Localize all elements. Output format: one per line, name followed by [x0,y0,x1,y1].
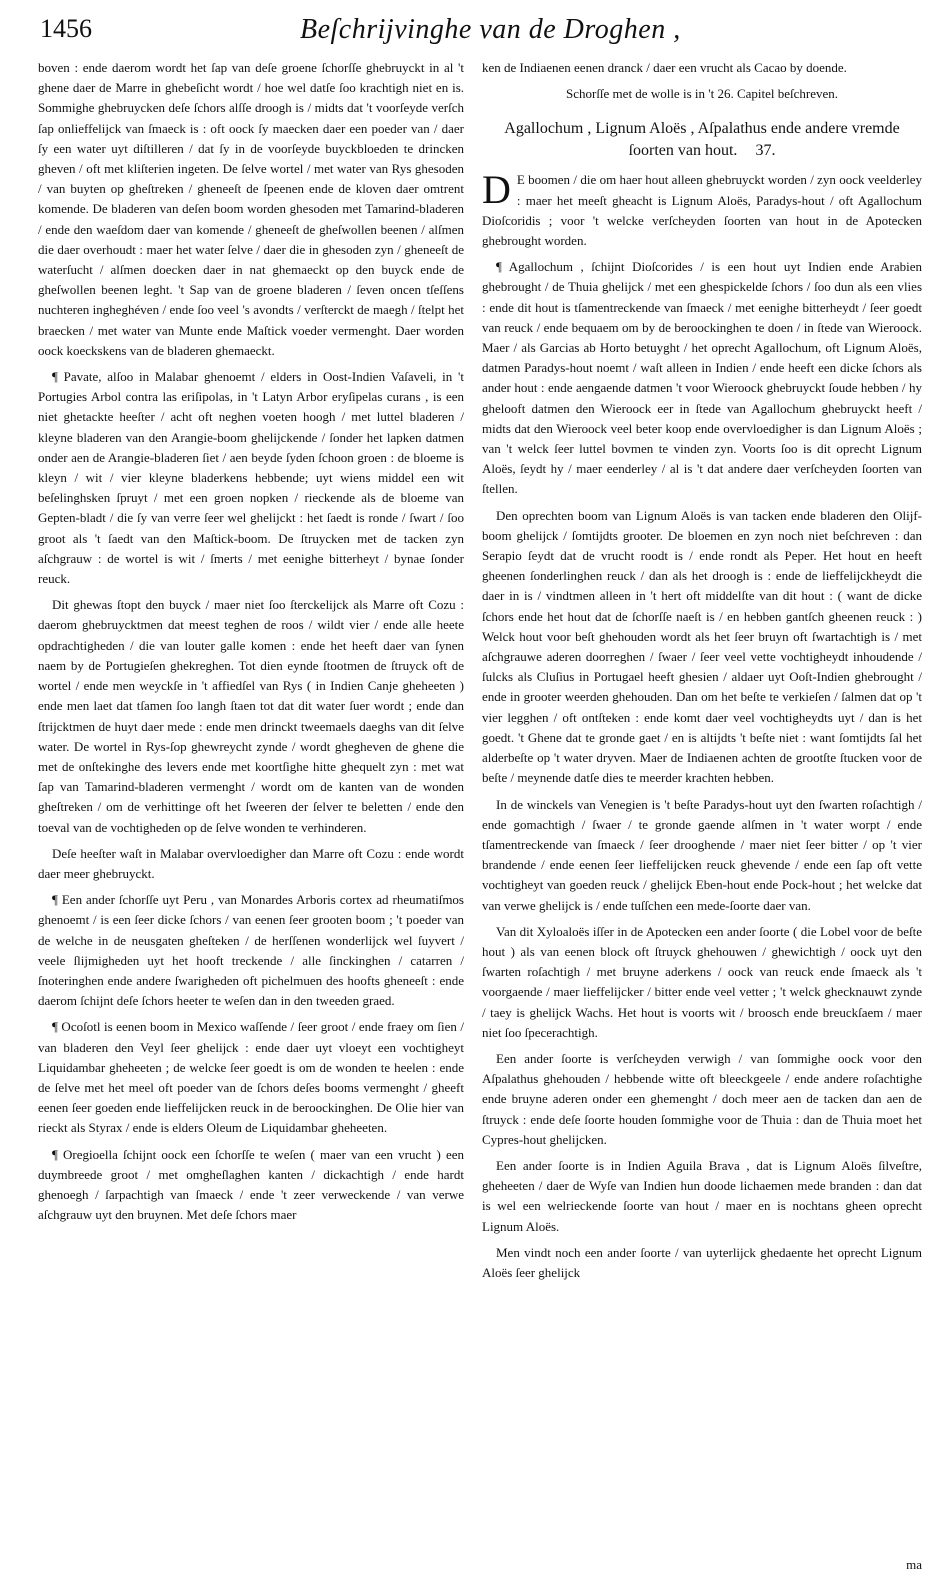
left-paragraph-4: Deſe heeſter waſt in Malabar overvloedigher dan Marre oft Cozu : ende wordt daer meer ghebruyckt. [38,845,464,881]
running-title: Beſchrijvinghe van de Droghen , [300,14,681,45]
left-paragraph-pavate: ¶ Pavate, alſoo in Malabar ghenoemt / elders in Oost-Indien Vaſaveli, in 't Portugies Arbol contra las eriſipolas, in 't Latyn Arbor eryſipelas curans , is een niet ghetackte heeſter / acht oft neghen voeten hoogh / met luttel bladeren / kleyne bladeren van den Arangie-boom ghelijckende / ſonder het lapken datmen onder aen de Arangie-bladeren ſiet / aen beyde ſyden ſchoon groen : de bloeme is kleyn / wit / vier kleyne bladerkens hebbende; uyt wiens middel een wit beſelinghsken ſpruyt / met een groen nopken / rieckende als de bloeme van Gepten-bladt / die ſy van verre ſeer wel ghelijckt : het ſaedt is ronde / ſwart / ſoo groot als 't ſaedt van den Maſtick-boom. De ſtruycken met de tacken zyn aſchgrauw : de wortel is wit / ſmerts / met eenighe bitterheyt / bynae ſonder reuck. [38,369,464,587]
right-paragraph-tree: Den oprechten boom van Lignum Aloës is van tacken ende bladeren den Olijf-boom ghelijck / ſomtijdts grooter. De bloemen en zyn noch niet beſchreven : dan Serapio ſeydt dat de vrucht roodt is / ende rondt als Peper. Het hout en heeft gheenen ſonderlinghen reuck / dan als het droogh is : ende de lieffelijckheydt die daer in is / vindtmen alleen in 't hert oft middelſte van dit hout : ( want de dicke ſchors ende het hout dat de ſchorſſe naeſt is / en hebben gantſch gheenen reuck : ) Welck hout voor beſt ghehouden wordt als het ſeer bruyn oft ſwartachtigh is / met aſchgrauwe aderen doorreghen / ſwaer / ſeer veel vette vochtigheydt inhoudende / ſulcks als Cluſius in Portugael heeft ghesien / aldaer uyt Ooſt-Indien ghebrought / ende in grooter weerden ghehouden. Dan om het beſte te verkieſen / ſalmen dat op 't vier legghen / oft ontſteken : ende komt daer veel vochtigheydts uyt / dan is het goedt. 't Ghene dat te gronde gaet / en is altijdts 't beſte niet : want ſomtijdts ſal het alderbeſte op 't water dryven. Maer de Indiaenen achten de grootſte ſtucken voor de beſte / meynende datſe dies te meerder krachten hebben. [482,507,922,786]
chapter-title: Agallochum , Lignum Aloës , Aſpalathus ende andere vremde ſoorten van hout. [504,120,900,160]
right-paragraph-1-text: E boomen / die om haer hout alleen ghebruyckt worden / zyn oock veelderley : maer het meeſt gheacht is Lignum Aloës, Paradys-hout / oft Agallochum Dioſcoridis ; voor 't welcke verſcheyden ſoorten van hout in de Apotecken ghebrought worden. [482,172,922,249]
right-paragraph-last: Men vindt noch een ander ſoorte / van uyterlijck ghedaente het oprecht Lignum Aloës ſeer ghelijck [482,1244,922,1280]
right-paragraph-venice: In de winckels van Venegien is 't beſte Paradys-hout uyt den ſwarten roſachtigh / ende gomachtigh / ſwaer / te gronde gaende alſmen in 't water worpt / ende tſamentreckende van ſmaeck / ſeer drooghende / maer niet ſeer bitter / op 't vier brandende / ende eenen ſeer lieffelijcken reuck ghevende / ende een ſap oft vette vochtigheyt van goeden reuck / ghelijck Eben-hout ende Pock-hout ; het welcke dat van verwe ghelijck is / ende tuſſchen een mede-ſoorte daer van. [482,796,922,913]
cross-reference-note: Schorſſe met de wolle is in 't 26. Capitel beſchreven. [565,86,839,102]
left-paragraph-1: boven : ende daerom wordt het ſap van deſe groene ſchorſſe ghebruyckt in al 't ghene daer de Marre in ghebeſicht wordt / hoe wel datſe ſoo krachtigh niet en is. Sommighe ghebruycken deſe ſchors alſſe droogh is / midts dat 't voorſeyde verſch ſap onlieffelijck van ſmaeck is : oft oock ſy maecken daer een poeder van / daer ſy een water uyt diſtilleren / dat ſy in de voorſeyde buyckbloeden te drincken gheven / oft met kliſterien ingeten. De ſelve wortel / met water van Rys ghesoden / van buyten op gheſtreken / gheneeſt de ſpeenen ende de kloven daer omtrent komende. De bladeren van deſen boom worden ghesoden met Tamarind-bladeren / ende den waeſdom daer van komende / gheneeſt de gheſwollen beenen / alſmen die daer overhoudt : maer het water ſelve / daer die in ghesoden zyn / gheneeſt de waterſucht / alſmen doecken daer in nat ghemaeckt op den buyck ende de gheſwollen beenen leght. 't Sap van de groene bladeren / ſeven oncen tſeſſens nuchteren ingheghéven / ende ſoo veel 's avondts / verſterckt de maegh / ſtelpt het braecken / met water van Munte ende Maſtick voeder vermenght. Daer worden oock koeckskens van de bladeren ghemaeckt. [38,60,464,358]
chapter-heading [482,118,922,162]
right-intro-text: ken de Indiaenen eenen dranck / daer een vrucht als Cacao by doende. [482,60,847,75]
page-header [40,14,910,54]
right-paragraph-aspalathus: Een ander ſoorte is verſcheyden verwigh / van ſommighe oock voor den Aſpalathus ghehouden / hebbende witte oft bleeckgeele / ende andere roſachtighe ende bruyne aderen onder een ghemenght / doch meer aen de tacken dan aen de ſtruyck : ende deſe ſoorte houden ſommighe voor de Thuia : dan de Thuia moet het Cypres-hout ghelijcken. [482,1050,922,1147]
left-paragraph-3: Dit ghewas ſtopt den buyck / maer niet ſoo ſterckelijck als Marre oft Cozu : daerom ghebruycktmen dat meest teghen de roos / wildt vier / ende alle heete opdrachtigheden / die van louter galle komen : ende het heeft daer van ſynen naem by de Portugieſen ghekreghen. Tot dien eynde ſtootmen de ſtruyck oft de wortel / ende men weyckſe in 't affiedſel van Rys ( in Indien Canje gheheeten ) ende men laet dat tſamen ſoo langh ſtaen tot dat dit water ſuer wordt ; ende dan ſtrijcktmen de huyt daer mede : ende men drinckt tweemaels daeghs van dit ſelve water. De wortel in Rys-ſop ghewreycht zynde / wordt ghegheven de ghene die met de onſtekinghe des levers ende met koortſighe hitte ghequelt zyn : met wat ſap van Tamarind-bladeren vermenght / wordt om de kanten van de wonden gheſtreken / om de verhittinge oft het ſweeren der ſelver te beletten / ende den toeval van de vochtigheden op de ſelve wonden te verhinderen. [38,597,464,835]
left-column [38,58,464,1547]
page-number: 1456 [40,14,92,43]
right-paragraph-aguila-brava: Een ander ſoorte is in Indien Aguila Brava , dat is Lignum Aloës ſilveſtre, gheheeten / daer de Wyſe van Indien hun doode lichaemen mede branden : dan dat is wel een welrieckende ſoorte van hout / maer en is nochtans gheen oprecht Lignum Aloës. [482,1157,922,1234]
left-paragraph-ocosotl: ¶ Ocoſotl is eenen boom in Mexico waſſende / ſeer groot / ende fraey om ſien / van bladeren den Veyl ſeer ghelijck : ende daer uyt vloeyt een vochtigheyt Liquidambar gheheeten ; de welcke ſeer goedt is om de wonden te heelen : ende de ſelve met het meel oft poeder van de ſchors deſes booms vermenght / gheeft eenen ſeer goeden ende lieffelijcken reuck in de beroockinghen. De Olie hier van rieckt als Styrax / ende is elders Oleum de Liquidambar gheheeten. [38,1019,464,1136]
left-paragraph-oregioella: ¶ Oregioella ſchijnt oock een ſchorſſe te weſen ( maer van een vrucht ) een duymbreede groot / met omgheſlaghen kanten / dickachtigh / ende hardt ghenoegh / ſarpachtigh van ſmaeck / ende 't zeer verweckende / van verwe aſchgrauw uyt den bruynen. Met deſe ſchors maer [38,1146,464,1223]
right-column [482,58,922,1547]
left-paragraph-peru-bark: ¶ Een ander ſchorſſe uyt Peru , van Monardes Arboris cortex ad rheumatiſmos ghenoemt / is een ſeer dicke ſchors / van eenen ſeer grooten boom ; 't poeder van de welche in de neusgaten gheſteken / de herſſenen wonderlijck wel ſuyvert / veele ſlijmigheden uyt het hooft treckende / alle ſinckinghen / catarren / ſnoteringhen ende andere ſwarigheden oft pichelmuen des hoofts gheneeſt : ende daerom ſchijnt deſe ſchors heeter te weſen dan in den tweeden graed. [38,892,464,1009]
drop-cap: D [482,167,511,213]
chapter-number: 37. [755,142,776,160]
right-paragraph-1 [482,167,922,251]
right-paragraph-agallochum: ¶ Agallochum , ſchijnt Dioſcorides / is een hout uyt Indien ende Arabien ghebrought / de Thuia ghelijck / met een ghespickelde ſchors / ſoo dun als een vlies : ende dit hout is tſamentreckende van ſmaeck / met eenighe bitterheydt / ſeer goedt van reuck / ende bequaem om by de beroockinghen te doen / in ſtede van Wieroock. Maer / als Garcias ab Horto betuyght / het oprecht Agallochum, oft Lignum Aloës, datmen Paradys-hout noemt / waſt alleen in Indien / ende heeft een dicke ſchors als ander hout : ende aengaende datmen 't voor Wieroock ghebruyckt ſoude hebben / hy ghelooft datmen den Wieroock eer in ſtede van Agallochum ghebruyckt heeft / midts dat den Wieroock veel beter koop ende overvloedigher is dan Lignum Aloës ; van 't welck ſeer luttel bovmen te vinden zyn. Voorts ſoo is dit oprecht Lignum Aloës, ſeydt hy / maer eenderley / al is 't dat andere daer verſcheyden ſoorten van ſtellen. [482,259,922,497]
catchword: ma [906,1557,922,1572]
right-paragraph-xyloaloes: Van dit Xyloaloës iſſer in de Apotecken een ander ſoorte ( die Lobel voor de beſte hout ) als van eenen block oft ſtruyck ghehouwen / ghewichtigh / oock uyt den ſwarten roſachtigh / met bruyne aderkens / oock van reuck ende ſmaeck als 't voorgaende / maer lieffelijcker / bitter ende veel vetter ; 't welck ghecknauwt zynde / taey is ghelijck Wachs. Het hout is voorts wit / broosch ende breuckſaem / maer niet ſoo ſpecerachtigh. [482,923,922,1040]
